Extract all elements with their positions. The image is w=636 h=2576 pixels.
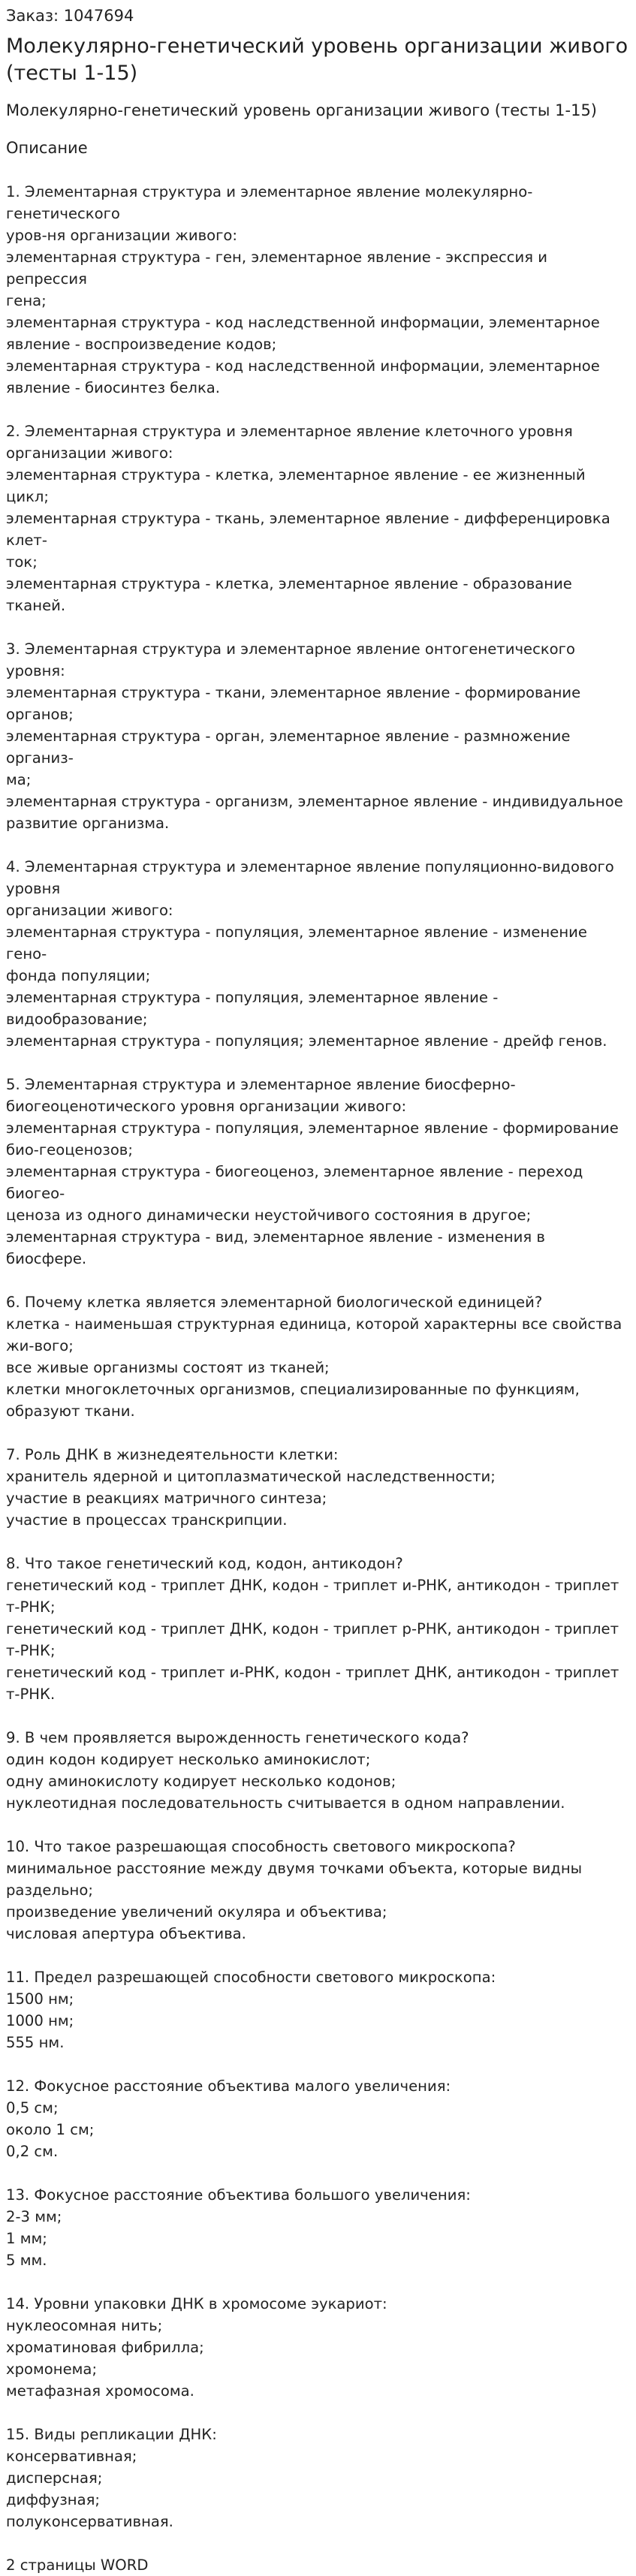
description-label: Описание: [6, 139, 88, 157]
page-title: Молекулярно-генетический уровень организации живого (тесты 1-15): [6, 35, 628, 85]
test-questions-text: 1. Элементарная структура и элементарное явление молекулярно-генетического уров-ня организации живого: элементарная структура - ген, элементарное явление - экспрессия и репрессия гена; элементарная структура - код наследственной информации, элементарное явление - воспроизведение кодов; элементарная структура - код наследственной информации, элементарное явление - биосинтез белка. 2. Элементарная структура и элементарное явление клеточного уровня организации живого: элементарная структура - клетка, элементарное явление - ее жизненный цикл; элементарная структура - ткань, элементарное явление - дифференцировка клет- ток; элементарная структура - клетка, элементарное явление - образование тканей. 3. Элементарная структура и элементарное явление онтогенетического уровня: элементарная структура - ткани, элементарное явление - формирование органов; элементарная структура - орган, элементарное явление - размножение организ- ма; элементарная структура - организм, элементарное явление - индивидуальное развитие организма. 4. Элементарная структура и элементарное явление популяционно-видового уровня организации живого: элементарная структура - популяция, элементарное явление - изменение гено- фонда популяции; элементарная структура - популяция, элементарное явление - видообразование; элементарная структура - популяция; элементарное явление - дрейф генов. 5. Элементарная структура и элементарное явление биосферно- биогеоценотического уровня организации живого: элементарная структура - популяция, элементарное явление - формирование био-геоценозов; элементарная структура - биогеоценоз, элементарное явление - переход биогео- ценоза из одного динамически неустойчивого состояния в другое; элементарная структура - вид, элементарное явление - изменения в биосфере. 6. Почему клетка является элементарной биологической единицей? клетка - наименьшая структурная единица, которой характерны все свойства жи-вого; все живые организмы состоят из тканей; клетки многоклеточных организмов, специализированные по функциям, образуют ткани. 7. Роль ДНК в жизнедеятельности клетки: хранитель ядерной и цитоплазматической наследственности; участие в реакциях матричного синтеза; участие в процессах транскрипции. 8. Что такое генетический код, кодон, антикодон? генетический код - триплет ДНК, кодон - триплет и-РНК, антикодон - триплет т-РНК; генетический код - триплет ДНК, кодон - триплет р-РНК, антикодон - триплет т-РНК; генетический код - триплет и-РНК, кодон - триплет ДНК, антикодон - триплет т-РНК. 9. В чем проявляется вырожденность генетического кода? один кодон кодирует несколько аминокислот; одну аминокислоту кодирует несколько кодонов; нуклеотидная последовательность считывается в одном направлении. 10. Что такое разрешающая способность светового микроскопа? минимальное расстояние между двумя точками объекта, которые видны раздельно; произведение увеличений окуляра и объектива; числовая апертура объектива. 11. Предел разрешающей способности светового микроскопа: 1500 нм; 1000 нм; 555 нм. 12. Фокусное расстояние объектива малого увеличения: 0,5 см; около 1 см; 0,2 см. 13. Фокусное расстояние объектива большого увеличения: 2-3 мм; 1 мм; 5 мм. 14. Уровни упаковки ДНК в хромосоме эукариот: нуклеосомная нить; хроматиновая фибрилла; хромонема; метафазная хромосома. 15. Виды репликации ДНК: консервативная; дисперсная; диффузная; полуконсервативная.: [6, 183, 623, 2530]
page-count-note: 2 страницы WORD: [6, 2556, 149, 2574]
order-number: Заказ: 1047694: [6, 7, 134, 25]
subtitle: Молекулярно-генетический уровень организации живого (тесты 1-15): [6, 101, 597, 119]
